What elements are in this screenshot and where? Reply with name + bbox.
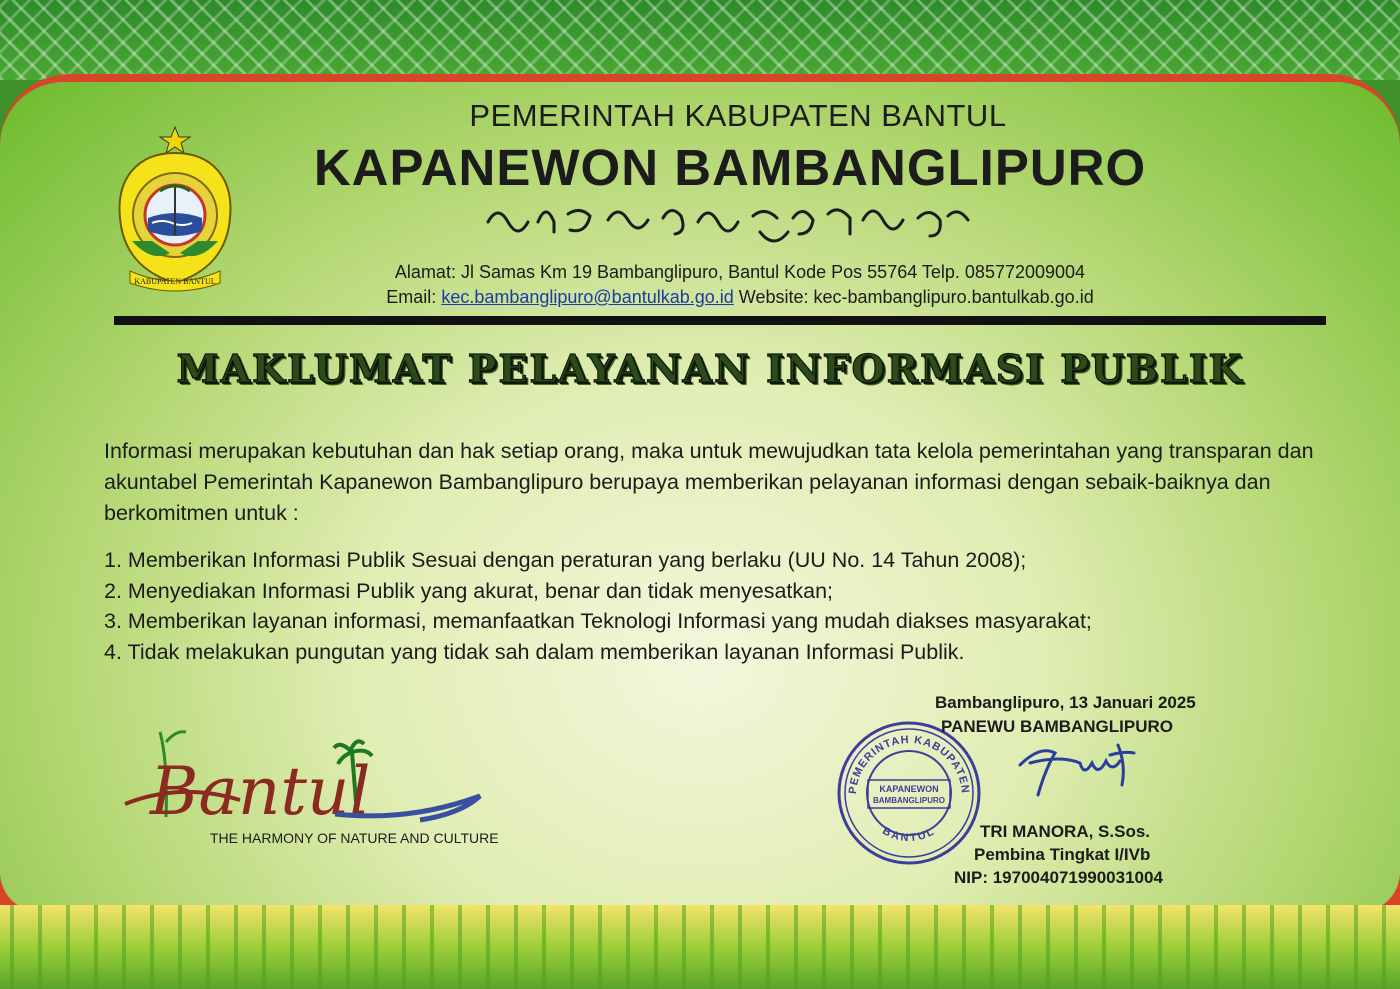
svg-text:KAPANEWON: KAPANEWON xyxy=(879,784,939,794)
document-title: MAKLUMAT PELAYANAN INFORMASI PUBLIK xyxy=(176,346,1244,391)
svg-text:KABUPATEN BANTUL: KABUPATEN BANTUL xyxy=(134,277,216,286)
decorative-top-border xyxy=(0,0,1400,80)
government-name: PEMERINTAH KABUPATEN BANTUL xyxy=(469,98,1007,133)
svg-text:BAMBANGLIPURO: BAMBANGLIPURO xyxy=(873,796,945,805)
header-divider xyxy=(114,316,1326,325)
signer-rank: Pembina Tingkat I/IVb xyxy=(974,845,1151,864)
intro-paragraph: Informasi merupakan kebutuhan dan hak setiap orang, maka untuk mewujudkan tata kelola pemerintahan yang transparan dan akuntabel Pemerintah Kapanewon Bambanglipuro berupaya memberikan pelayanan informasi dengan sebaik-baiknya dan berkomitmen untuk : xyxy=(104,439,1314,525)
place-date: Bambanglipuro, 13 Januari 2025 xyxy=(935,693,1196,712)
brand-tagline: THE HARMONY OF NATURE AND CULTURE xyxy=(210,830,499,846)
svg-text:PEMERINTAH KABUPATEN: PEMERINTAH KABUPATEN xyxy=(846,733,972,795)
commitment-list xyxy=(104,545,1364,667)
list-item: 4. Tidak melakukan pungutan yang tidak sah dalam memberikan layanan Informasi Publik. xyxy=(104,639,965,664)
signer-nip: NIP: 197004071990031004 xyxy=(954,868,1163,887)
svg-text:BANTUL: BANTUL xyxy=(880,824,938,845)
signer-name: TRI MANORA, S.Sos. xyxy=(980,822,1151,841)
bantul-emblem-icon xyxy=(112,123,238,295)
contact-line xyxy=(300,287,1180,308)
list-item: 2. Menyediakan Informasi Publik yang akurat, benar dan tidak menyesatkan; xyxy=(104,578,834,603)
signer-position: PANEWU BAMBANGLIPURO xyxy=(941,717,1174,736)
website-label: Website: xyxy=(738,287,809,307)
javanese-script-icon xyxy=(468,192,988,262)
list-item: 1. Memberikan Informasi Publik Sesuai dengan peraturan yang berlaku (UU No. 14 Tahun 2008); xyxy=(104,548,1027,572)
handwritten-signature-icon xyxy=(1000,725,1150,805)
email-link[interactable]: kec.bambanglipuro@bantulkab.go.id xyxy=(441,287,734,307)
website-text: kec-bambanglipuro.bantulkab.go.id xyxy=(813,287,1094,307)
office-address: Alamat: Jl Samas Km 19 Bambanglipuro, Bantul Kode Pos 55764 Telp. 085772009004 xyxy=(394,262,1086,282)
official-stamp-icon xyxy=(834,718,984,868)
decorative-bottom-border xyxy=(0,905,1400,989)
svg-text:Bantul: Bantul xyxy=(150,753,371,830)
list-item: 3. Memberikan layanan informasi, memanfaatkan Teknologi Informasi yang mudah diakses masyarakat; xyxy=(104,609,1092,633)
office-title: KAPANEWON BAMBANGLIPURO xyxy=(313,139,1147,196)
email-label: Email: xyxy=(386,287,437,307)
